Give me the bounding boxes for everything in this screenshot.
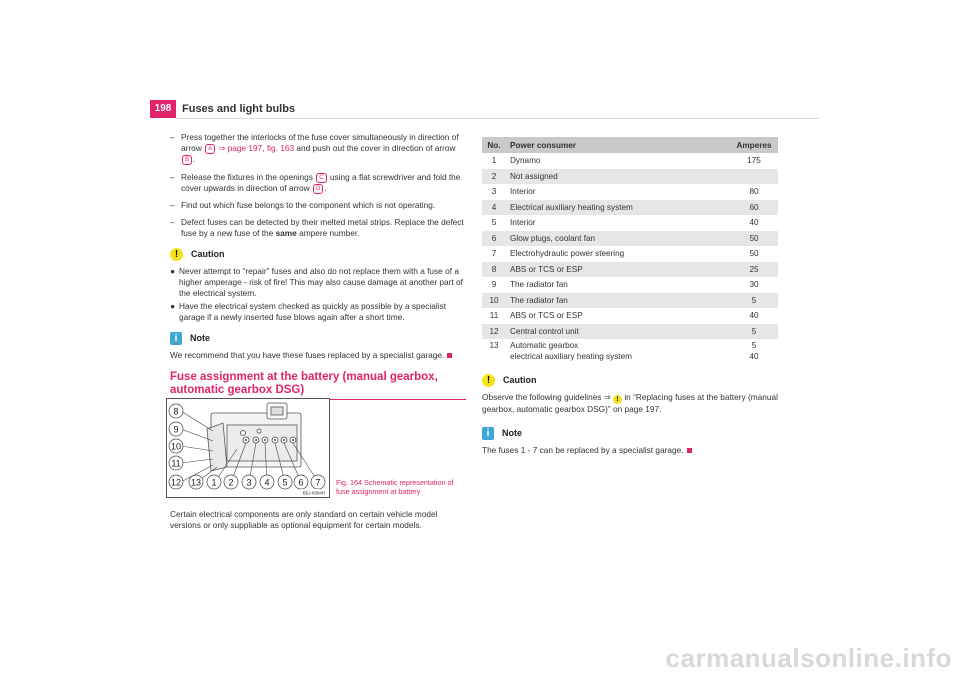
col-header-no: No. [482,137,506,153]
caution-icon: ! [170,248,183,261]
section-heading: Fuse assignment at the battery (manual gearbox, automatic gearbox DSG) [170,370,438,396]
callout-1: 1 [211,477,217,488]
table-row: 13 Automatic gearbox electrical auxiliary heating system 5 40 [489,341,759,361]
caution-heading: ! Caution [170,248,466,261]
callout-6: 6 [298,477,304,488]
marker-c: C [316,173,326,183]
caution-icon: ! [482,374,495,387]
note-heading: i Note [482,427,782,440]
page-number: 198 [150,100,176,118]
callout-13: 13 [190,477,202,488]
note-text: The fuses 1 - 7 can be replaced by a specialist garage. [482,445,782,456]
page-ref-link[interactable]: ⇒ page 197, fig. 163 [218,143,295,154]
marker-d: D [313,184,323,194]
marker-a: A [205,144,215,154]
callout-10: 10 [170,441,182,452]
col-header-amperes: Amperes [730,137,778,153]
fuse-diagram [167,399,329,497]
header-rule [176,118,819,119]
col-header-consumer: Power consumer [506,137,730,153]
body-paragraph: Certain electrical components are only standard on certain vehicle model versions or only suppliable as optional equipment for certain models. [170,509,438,531]
section-heading-block [170,371,466,400]
step-3: – Find out which fuse belongs to the component which is not operating. [170,200,436,211]
table-row: 5 Interior 40 [491,218,759,228]
table-row: 7 Electrohydraulic power steering 50 [491,249,759,259]
figure-code: B5J-6094H [302,490,326,496]
figure-caption: Fig. 164 Schematic representation of fuse assignment at battery [336,478,454,496]
caution-item: ● Never attempt to “repair” fuses and also do not replace them with a fuse of a higher amperage - risk of fire! This may also cause damage at another part of the electrical system. [170,265,463,299]
table-row: 10 The radiator fan 5 [482,293,778,309]
fuse-table-wrap [482,137,778,364]
left-column [170,132,466,400]
caution-inline-icon: ! [613,395,622,404]
table-header-row [482,137,778,153]
end-marker [447,353,452,358]
right-notes [482,372,782,456]
end-marker [687,448,692,453]
callout-8: 8 [173,406,179,417]
fuse-table [482,137,778,364]
table-row: 6 Glow plugs, coolant fan 50 [482,231,778,247]
table-row: 12 Central control unit 5 [482,324,778,340]
running-head: Fuses and light bulbs [182,103,296,115]
info-icon: i [170,332,182,345]
callout-5: 5 [282,477,288,488]
note-heading: i Note [170,332,466,345]
callout-7: 7 [315,477,321,488]
callout-2: 2 [228,477,234,488]
callout-3: 3 [246,477,252,488]
table-row: 1 Dynamo 175 [491,156,761,166]
table-row: 3 Interior 80 [491,187,759,197]
callout-12: 12 [170,477,182,488]
caution-heading: ! Caution [482,374,782,387]
note-text: We recommend that you have these fuses replaced by a specialist garage. [170,350,466,361]
table-row: 8 ABS or TCS or ESP 25 [482,262,778,278]
caution-item: ● Have the electrical system checked as quickly as possible by a specialist garage if a newly inserted fuse blows again after a short time. [170,301,447,323]
step-4: – Defect fuses can be detected by their melted metal strips. Replace the defect fuse by a new fuse of the same ampere number. [170,217,464,239]
table-row: 4 Electrical auxiliary heating system 60 [482,200,778,216]
callout-11: 11 [171,458,181,469]
table-row: 11 ABS or TCS or ESP 40 [489,311,759,321]
table-row: 9 The radiator fan 30 [491,280,759,290]
caution-text: Observe the following guidelines ⇒ ! in “Replacing fuses at the battery (manual gearbox, automatic gearbox DSG)” on page 197. [482,392,778,414]
watermark: carmanualsonline.info [665,643,952,673]
marker-b: B [182,155,192,165]
info-icon: i [482,427,494,440]
table-row: 2 Not assigned [482,169,778,185]
step-1: – Press together the interlocks of the fuse cover simultaneously in direction of arrow A ⇒ page 197, fig. 163 and push out the cover in direction of arrow B . [170,132,459,165]
step-2: – Release the fixtures in the openings C using a flat screwdriver and fold the cover upwards in direction of arrow D . [170,171,461,193]
fuse-figure [166,398,330,498]
callout-9: 9 [173,424,179,435]
callout-4: 4 [264,477,270,488]
